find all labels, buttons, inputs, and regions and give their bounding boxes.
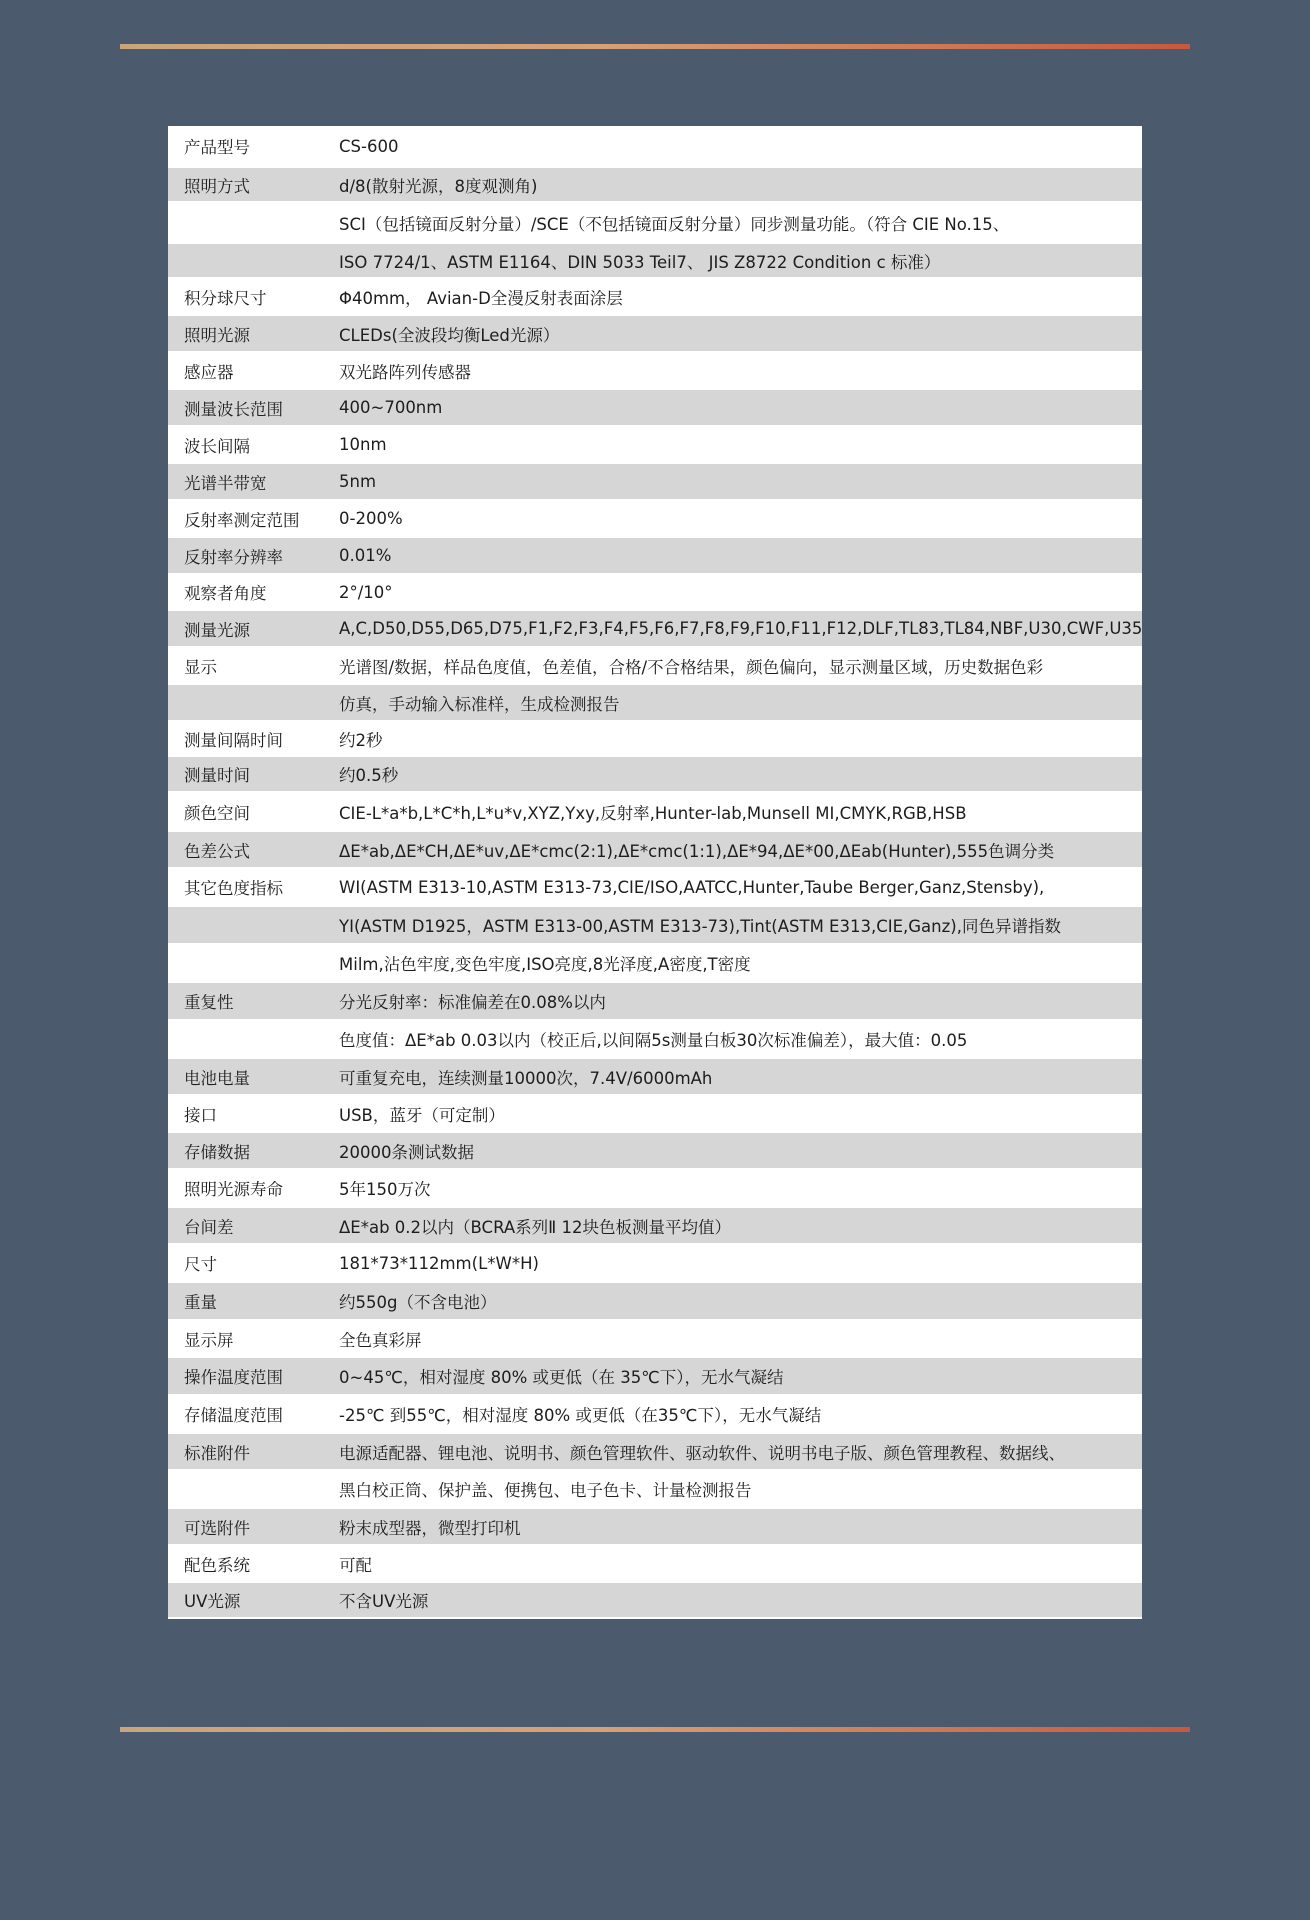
spec-label: 操作温度范围 [184,1368,283,1387]
spec-label: 产品型号 [184,138,250,157]
spec-row [168,907,1142,945]
spec-row [168,1471,1142,1509]
spec-label: 重量 [184,1293,217,1312]
spec-value: YI(ASTM D1925，ASTM E313-00,ASTM E313-73),Tint(ASTM E313,CIE,Ganz),同色异谱指数 [339,917,1061,936]
spec-value: 181*73*112mm(L*W*H) [339,1253,539,1273]
spec-value: A,C,D50,D55,D65,D75,F1,F2,F3,F4,F5,F6,F7,F8,F9,F10,F11,F12,DLF,TL83,TL84,NBF,U30,CWF,U35 [339,619,1142,638]
spec-value: 分光反射率：标准偏差在0.08%以内 [339,993,606,1012]
spec-value: Milm,沾色牢度,变色牢度,ISO亮度,8光泽度,A密度,T密度 [339,955,751,974]
spec-label: 测量间隔时间 [184,730,283,750]
spec-value: CS-600 [339,136,399,156]
spec-value: 双光路阵列传感器 [339,362,471,382]
spec-value: 色度值：ΔE*ab 0.03以内（校正后,以间隔5s测量白板30次标准偏差），最大值：0.05 [339,1031,968,1050]
spec-value: 可配 [339,1555,372,1575]
spec-row [168,1208,1142,1245]
spec-value: 不含UV光源 [339,1592,429,1611]
spec-row [168,464,1142,501]
spec-value: 20000条测试数据 [339,1142,474,1162]
spec-value: Φ40mm， Avian-D全漫反射表面涂层 [339,288,623,308]
spec-row [168,1096,1142,1133]
spec-row [168,611,1142,648]
spec-value: 10nm [339,435,387,454]
spec-label: 反射率测定范围 [184,510,300,530]
spec-value: ΔE*ab,ΔE*CH,ΔE*uv,ΔE*cmc(2:1),ΔE*cmc(1:1),ΔE*94,ΔE*00,ΔEab(Hunter),555色调分类 [339,841,1055,861]
spec-label: 配色系统 [184,1555,250,1575]
spec-value: 400~700nm [339,398,443,417]
spec-label: 色差公式 [184,841,250,861]
spec-row [168,983,1142,1021]
spec-label: 可选附件 [184,1518,250,1538]
spec-label: 积分球尺寸 [184,288,267,308]
spec-row [168,1434,1142,1471]
spec-row [168,1396,1142,1434]
spec-label: 测量波长范围 [184,399,283,419]
spec-label: 标准附件 [184,1443,250,1463]
spec-row [168,1133,1142,1170]
spec-value: 全色真彩屏 [339,1330,422,1350]
spec-value: 粉末成型器，微型打印机 [339,1518,521,1538]
spec-row [168,1583,1142,1619]
spec-row [168,648,1142,685]
spec-value: 2°/10° [339,582,393,602]
spec-row [168,316,1142,353]
spec-value: 0~45℃，相对湿度 80% 或更低（在 35℃下），无水气凝结 [339,1368,784,1387]
spec-value: 电源适配器、锂电池、说明书、颜色管理软件、驱动软件、说明书电子版、颜色管理教程、数据线、 [339,1443,1065,1463]
spec-value: 可重复充电，连续测量10000次，7.4V/6000mAh [339,1068,713,1088]
spec-label: 存储温度范围 [184,1406,283,1425]
spec-value: 0-200% [339,509,403,528]
spec-label: 感应器 [184,362,234,382]
spec-value: ΔE*ab 0.2以内（BCRA系列Ⅱ 12块色板测量平均值） [339,1217,732,1237]
spec-row [168,945,1142,983]
spec-value: 约2秒 [339,730,383,750]
spec-row [168,1321,1142,1358]
spec-row [168,869,1142,907]
spec-value: 0.01% [339,546,392,565]
spec-value: d/8(散射光源，8度观测角) [339,176,538,196]
spec-row [168,126,1142,168]
spec-value: 约550g（不含电池） [339,1293,497,1312]
spec-row [168,1546,1142,1583]
spec-value: CIE-L*a*b,L*C*h,L*u*v,XYZ,Yxy,反射率,Hunter-lab,Munsell MI,CMYK,RGB,HSB [339,803,967,823]
spec-row [168,1283,1142,1321]
spec-row [168,427,1142,464]
spec-row [168,353,1142,390]
spec-label: 照明光源 [184,325,250,345]
spec-label: 测量光源 [184,620,250,640]
spec-value: 仿真，手动输入标准样，生成检测报告 [339,694,620,714]
spec-label: 台间差 [184,1217,234,1237]
bottom-decorative-rule [120,1727,1190,1732]
spec-row [168,1059,1142,1096]
spec-row [168,538,1142,575]
spec-value: -25℃ 到55℃，相对湿度 80% 或更低（在35℃下），无水气凝结 [339,1406,822,1425]
spec-row [168,1245,1142,1283]
spec-value: WI(ASTM E313-10,ASTM E313-73,CIE/ISO,AATCC,Hunter,Taube Berger,Ganz,Stensby), [339,877,1045,897]
spec-row [168,757,1142,793]
spec-label: 照明方式 [184,176,250,196]
spec-row [168,1509,1142,1546]
spec-value: 约0.5秒 [339,766,399,785]
spec-row [168,203,1142,244]
spec-label: 颜色空间 [184,803,250,823]
spec-label: UV光源 [184,1592,241,1611]
spec-label: 显示 [184,657,217,677]
spec-value: ISO 7724/1、ASTM E1164、DIN 5033 Teil7、 JIS Z8722 Condition c 标准） [339,252,941,272]
spec-value: SCI（包括镜面反射分量）/SCE（不包括镜面反射分量）同步测量功能。（符合 CIE No.15、 [339,214,1010,234]
top-decorative-rule [120,44,1190,49]
spec-row [168,722,1142,757]
spec-value: CLEDs(全波段均衡Led光源） [339,325,560,345]
spec-row [168,1358,1142,1396]
spec-row [168,501,1142,538]
spec-label: 电池电量 [184,1068,250,1088]
spec-label: 显示屏 [184,1330,234,1350]
spec-label: 其它色度指标 [184,879,283,898]
spec-label: 重复性 [184,993,234,1012]
spec-row [168,1021,1142,1059]
spec-row [168,575,1142,611]
spec-label: 波长间隔 [184,436,250,456]
spec-table [168,126,1142,1619]
spec-label: 反射率分辨率 [184,547,283,567]
spec-label: 光谱半带宽 [184,473,267,493]
spec-label: 测量时间 [184,766,250,785]
spec-row [168,685,1142,722]
spec-row [168,793,1142,832]
spec-value: 黑白校正筒、保护盖、便携包、电子色卡、计量检测报告 [339,1481,752,1500]
spec-row [168,244,1142,279]
spec-row [168,832,1142,869]
spec-row [168,168,1142,203]
spec-label: 观察者角度 [184,584,267,603]
spec-value: 5nm [339,472,377,491]
spec-label: 存储数据 [184,1142,250,1162]
spec-value: 5年150万次 [339,1180,431,1199]
spec-row [168,1170,1142,1208]
spec-row [168,390,1142,427]
spec-row [168,279,1142,316]
spec-value: USB，蓝牙（可定制） [339,1105,505,1125]
spec-label: 照明光源寿命 [184,1180,283,1199]
spec-label: 接口 [184,1105,217,1125]
spec-label: 尺寸 [184,1255,217,1274]
spec-value: 光谱图/数据，样品色度值，色差值，合格/不合格结果，颜色偏向，显示测量区域，历史数据色彩 [339,657,1044,677]
